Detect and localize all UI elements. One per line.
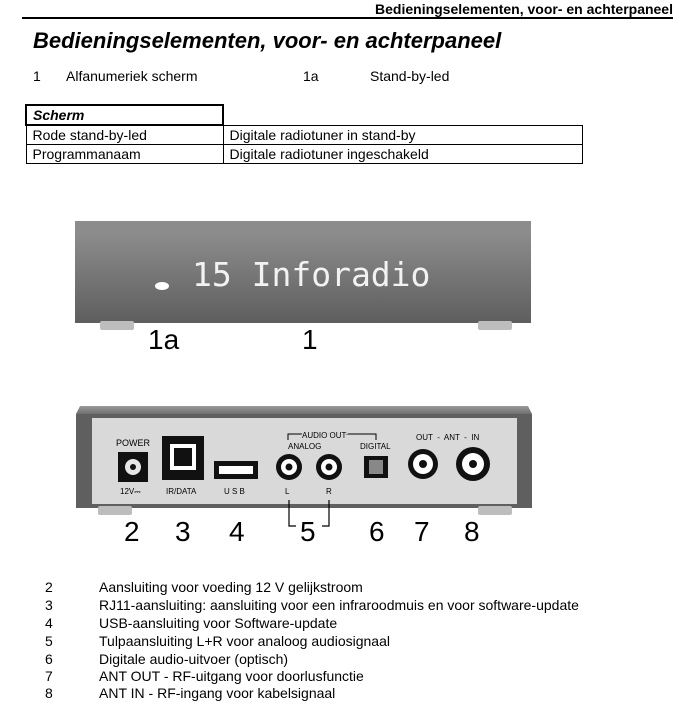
- legend-num: 8: [45, 685, 53, 701]
- page-title: Bedieningselementen, voor- en achterpaneel: [33, 28, 502, 53]
- antenna-label: OUT - ANT - IN: [416, 433, 480, 442]
- rear-panel: [76, 406, 532, 547]
- legend-num: 6: [45, 651, 53, 667]
- usb-port-slot: [219, 466, 253, 474]
- rj11-port-contacts: [174, 448, 192, 466]
- legend-num: 7: [45, 668, 53, 684]
- table-cell-indicator: Rode stand-by-led: [26, 125, 223, 145]
- callout-4: 4: [229, 516, 245, 547]
- legend-num: 3: [45, 597, 53, 613]
- legend-num: 4: [45, 615, 53, 631]
- power-label: POWER: [116, 438, 151, 448]
- legend-text: Digitale audio-uitvoer (optisch): [99, 651, 289, 667]
- rca-left-pin: [286, 464, 293, 471]
- front-top-edge: [75, 221, 531, 231]
- callout-1a: 1a: [148, 324, 180, 355]
- rear-foot-right: [478, 506, 512, 515]
- table-cell-meaning: Digitale radiotuner in stand-by: [223, 125, 582, 145]
- callout-5: 5: [300, 516, 316, 547]
- ant-in-pin: [469, 460, 477, 468]
- callout-2: 2: [124, 516, 140, 547]
- section-header: Bedieningselementen, voor- en achterpaneel: [375, 1, 673, 17]
- left-channel-label: L: [285, 487, 290, 496]
- front-item-num-1a: 1a: [303, 68, 319, 84]
- power-jack-pin: [130, 464, 136, 470]
- scherm-heading: Scherm: [26, 105, 223, 125]
- front-item-label-1: Alfanumeriek scherm: [66, 68, 198, 84]
- optical-port-window: [369, 460, 383, 474]
- callout-6: 6: [369, 516, 385, 547]
- analog-label: ANALOG: [288, 442, 322, 451]
- front-foot-right: [478, 321, 512, 330]
- front-item-label-1a: Stand-by-led: [370, 68, 450, 84]
- front-panel: [75, 221, 531, 355]
- table-cell-meaning: Digitale radiotuner ingeschakeld: [223, 145, 582, 164]
- legend-num: 5: [45, 633, 53, 649]
- right-channel-label: R: [326, 487, 332, 496]
- rear-top-edge: [76, 406, 532, 414]
- audio-out-label: AUDIO OUT: [302, 431, 347, 440]
- callout-1: 1: [302, 324, 318, 355]
- front-foot-left: [100, 321, 134, 330]
- callout-8: 8: [464, 516, 480, 547]
- legend-text: ANT IN - RF-ingang voor kabelsignaal: [99, 685, 336, 701]
- callout-3: 3: [175, 516, 191, 547]
- usb-label: U S B: [224, 487, 245, 496]
- legend-text: Aansluiting voor voeding 12 V gelijkstroom: [99, 579, 363, 595]
- voltage-label: 12V⎓: [120, 487, 141, 496]
- rca-right-pin: [326, 464, 333, 471]
- irdata-label: IR/DATA: [166, 487, 197, 496]
- table-cell-indicator: Programmanaam: [26, 145, 223, 164]
- callout-7: 7: [414, 516, 430, 547]
- legend-text: RJ11-aansluiting: aansluiting voor een infraroodmuis en voor software-update: [99, 597, 579, 613]
- legend-text: ANT OUT - RF-uitgang voor doorlusfunctie: [99, 668, 364, 684]
- rear-foot-left: [98, 506, 132, 515]
- standby-led: [155, 282, 169, 290]
- legend-num: 2: [45, 579, 53, 595]
- display-text: 15 Inforadio: [192, 255, 431, 294]
- front-item-num-1: 1: [33, 68, 41, 84]
- digital-label: DIGITAL: [360, 442, 391, 451]
- ant-out-pin: [419, 460, 427, 468]
- legend-text: Tulpaansluiting L+R voor analoog audiosignaal: [99, 633, 390, 649]
- legend-text: USB-aansluiting voor Software-update: [99, 615, 338, 631]
